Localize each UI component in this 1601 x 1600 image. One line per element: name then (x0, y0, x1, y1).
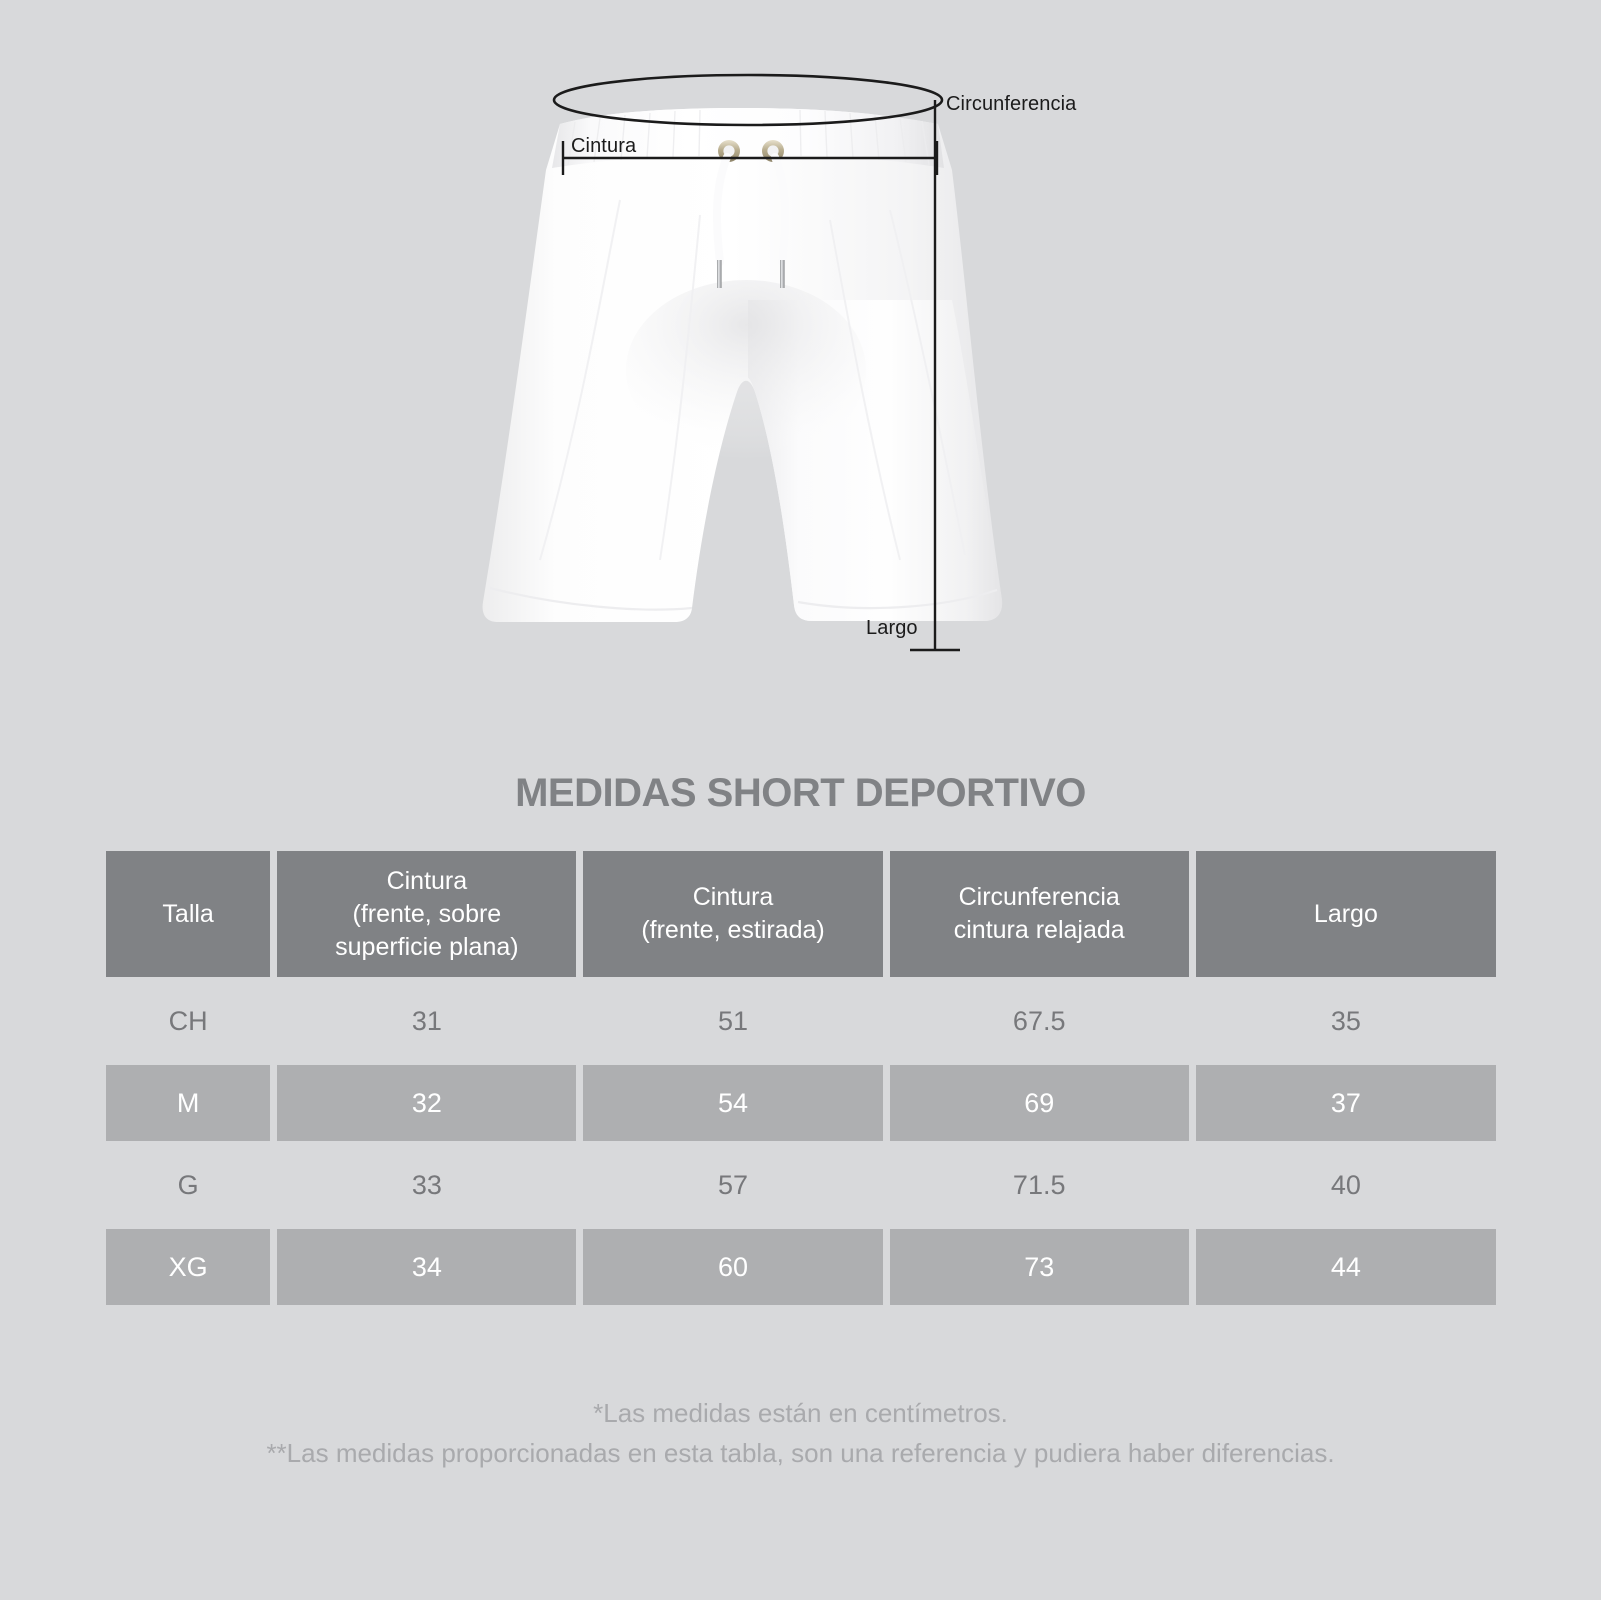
cell-talla: XG (106, 1229, 270, 1305)
cell-cintura-estirada: 51 (718, 1005, 749, 1036)
header-cell-cintura-estirada (583, 851, 882, 977)
footnote-units: *Las medidas están en centímetros. (593, 1398, 1008, 1428)
cell-largo: 40 (1330, 1169, 1361, 1200)
footnotes (0, 1393, 1601, 1474)
header-row (106, 851, 1496, 977)
garment-illustration (483, 108, 1003, 622)
header-cell-largo (1196, 851, 1496, 977)
header-line: (frente, estirada) (641, 916, 825, 944)
header-line: superficie plana) (335, 932, 519, 961)
size-measurements-table (99, 845, 1503, 1311)
table-body (106, 983, 1496, 1305)
table-row (106, 1147, 1496, 1223)
page-title: MEDIDAS SHORT DEPORTIVO (515, 770, 1086, 815)
table-row (106, 983, 1496, 1059)
header-cell-circunferencia (890, 851, 1189, 977)
shorts-measurement-diagram (0, 0, 1601, 700)
cell-cintura-plana: 34 (277, 1229, 576, 1305)
cell-talla: M (106, 1065, 270, 1141)
cell-talla: G (177, 1169, 199, 1200)
header-line: Largo (1313, 899, 1378, 928)
header-cell-cintura-plana (277, 851, 576, 977)
crotch-shading (626, 280, 866, 460)
cell-circunferencia: 69 (890, 1065, 1189, 1141)
table-row (106, 1229, 1496, 1305)
header-line: Talla (162, 899, 214, 928)
cell-cintura-estirada: 54 (583, 1065, 882, 1141)
header-line: cintura relajada (953, 916, 1125, 944)
cell-cintura-estirada: 60 (583, 1229, 882, 1305)
cell-circunferencia: 67.5 (1012, 1005, 1066, 1036)
cell-cintura-plana: 33 (411, 1169, 442, 1200)
cell-cintura-plana: 31 (411, 1005, 442, 1036)
cell-largo: 44 (1196, 1229, 1496, 1305)
table-row (106, 1065, 1496, 1141)
header-cell-talla (106, 851, 270, 977)
cell-talla: CH (168, 1005, 208, 1036)
footnote-reference: **Las medidas proporcionadas en esta tabla, son una referencia y pudiera haber diferencias. (266, 1438, 1335, 1469)
aglet-left (717, 260, 722, 288)
cell-cintura-plana: 32 (277, 1065, 576, 1141)
label-circunferencia: Circunferencia (946, 93, 1077, 115)
header-line: (frente, sobre (352, 899, 502, 928)
header-line: Circunferencia (958, 883, 1120, 911)
cell-largo: 35 (1330, 1005, 1361, 1036)
header-line: Cintura (692, 883, 774, 911)
shorts-svg (0, 0, 1601, 700)
label-largo: Largo (866, 617, 918, 639)
table-header (106, 851, 1496, 977)
label-cintura: Cintura (571, 135, 637, 157)
cell-circunferencia: 71.5 (1012, 1169, 1066, 1200)
header-line: Cintura (386, 866, 468, 895)
cell-largo: 37 (1196, 1065, 1496, 1141)
aglet-right (780, 260, 785, 288)
cell-cintura-estirada: 57 (718, 1169, 749, 1200)
cell-circunferencia: 73 (890, 1229, 1189, 1305)
